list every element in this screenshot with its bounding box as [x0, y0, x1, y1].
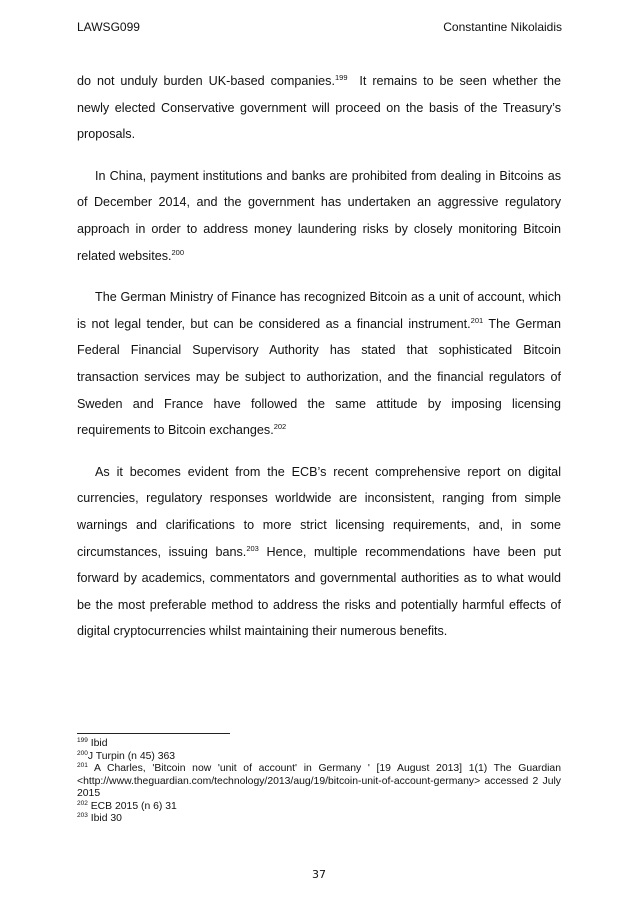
footnote-text: Ibid [87, 738, 108, 749]
footnote-ref-199: 199 [334, 73, 348, 82]
header-course-code: LAWSG099 [77, 20, 140, 34]
footnote-number: 201 [77, 762, 88, 769]
footnote-202 [77, 801, 561, 814]
header-author: Constantine Nikolaidis [443, 20, 562, 34]
footnotes [77, 738, 561, 826]
paragraph-2 [77, 163, 561, 269]
paragraph-text: It remains to be seen whether the newly elected Conservative government will proceed on the basis of the Treasury’s proposals. [77, 74, 565, 142]
footnote-number: 203 [77, 812, 88, 819]
paragraph-4 [77, 459, 561, 645]
footnote-number: 199 [77, 737, 88, 744]
footnote-text: J Turpin (n 45) 363 [87, 750, 176, 762]
paragraph-text: do not unduly burden UK-based companies. [77, 74, 335, 88]
footnote-199 [77, 738, 561, 751]
paragraph-text: As it becomes evident from the ECB’s recent comprehensive report on digital currencies, regulatory responses worldwide are inconsistent, ranging from simple warnings and clarifications to more strict licensing requirements, and, in some circumstances, issuing bans. [77, 464, 561, 559]
footnote-text: ECB 2015 (n 6) 31 [87, 800, 177, 812]
paragraph-text: The German Ministry of Finance has recognized Bitcoin as a unit of account, which is not legal tender, but can be considered as a financial instrument. [77, 290, 561, 331]
paragraph-1 [77, 68, 565, 148]
footnote-number: 200 [77, 749, 88, 757]
footnote-200 [77, 751, 561, 764]
footnote-text: Ibid 30 [87, 813, 122, 824]
footnote-ref-203: 203 [246, 543, 259, 553]
footnote-number: 202 [77, 799, 88, 807]
footnote-ref-200: 200 [171, 247, 185, 257]
paragraph-text: Hence, multiple recommendations have been put forward by academics, commentators and governmental authorities as to what would be the most preferable method to address the risks and potentially harmful effects of digital cryptocurrencies whilst maintaining their numerous benefits. [77, 544, 561, 639]
footnote-separator [77, 733, 230, 734]
paragraph-3 [77, 284, 561, 444]
paragraph-text: The German Federal Financial Supervisory Authority has stated that sophisticated Bitcoin transaction services may be subject to authorization, and the financial regulators of Sweden and France have followed the same attitude by imposing licensing requirements to Bitcoin exchanges. [77, 316, 561, 438]
page-number: 37 [312, 868, 326, 881]
body-text [77, 68, 565, 660]
footnote-text: A Charles, 'Bitcoin now 'unit of account' in Germany ' [19 August 2013] 1(1) The Guardian <http://www.theguardian.com/technology/2013/aug/19/bitcoin-unit-of-account-germany> accessed 2 July 2015 [77, 763, 561, 799]
paragraph-text: In China, payment institutions and banks are prohibited from dealing in Bitcoins as of December 2014, and the government has undertaken an aggressive regulatory approach in order to address money laundering risks by closely monitoring Bitcoin related websites. [77, 168, 561, 263]
footnote-203 [77, 813, 561, 826]
footnote-ref-202: 202 [273, 422, 287, 432]
footnote-ref-201: 201 [470, 315, 484, 325]
footnote-201 [77, 763, 561, 801]
